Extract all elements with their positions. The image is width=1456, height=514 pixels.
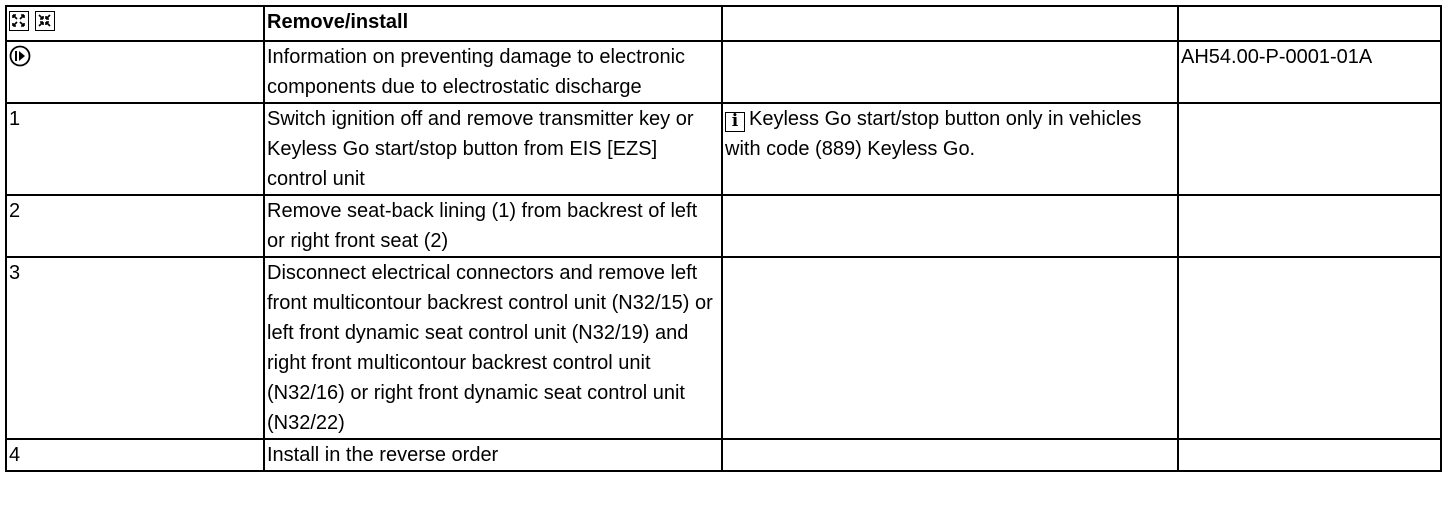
table-row (6, 257, 1441, 439)
table-row (6, 103, 1441, 195)
instruction-cell: Remove seat-back lining (1) from backrest of left or right front seat (2) (264, 195, 722, 257)
table-row (6, 41, 1441, 103)
reference-cell[interactable]: AH54.00-P-0001-01A (1178, 41, 1441, 103)
instruction-cell: Switch ignition off and remove transmitter key or Keyless Go start/stop button from EIS [EZS] control unit (264, 103, 722, 195)
step-cell (6, 41, 264, 103)
note-cell (722, 103, 1178, 195)
table-row (6, 439, 1441, 471)
table-header-row (6, 6, 1441, 41)
header-note-cell (722, 6, 1178, 41)
instruction-cell: Install in the reverse order (264, 439, 722, 471)
reference-cell (1178, 439, 1441, 471)
note-cell (722, 439, 1178, 471)
instruction-cell: Information on preventing damage to electronic components due to electrostatic discharge (264, 41, 722, 103)
collapse-all-icon[interactable] (35, 11, 55, 31)
step-cell: 3 (6, 257, 264, 439)
reference-cell (1178, 195, 1441, 257)
header-title-cell (264, 6, 722, 41)
expand-all-icon[interactable] (9, 11, 29, 31)
header-reference-cell (1178, 6, 1441, 41)
note-text: Keyless Go start/stop button only in vehicles with code (889) Keyless Go. (725, 108, 1142, 160)
reference-cell (1178, 257, 1441, 439)
note-cell (722, 257, 1178, 439)
note-cell (722, 195, 1178, 257)
step-cell: 1 (6, 103, 264, 195)
header-icons-cell (6, 6, 264, 41)
table-row (6, 195, 1441, 257)
section-title: Remove/install (267, 11, 409, 33)
procedure-table (5, 5, 1442, 472)
note-cell (722, 41, 1178, 103)
reference-cell (1178, 103, 1441, 195)
step-cell: 4 (6, 439, 264, 471)
step-cell: 2 (6, 195, 264, 257)
info-icon: i (725, 112, 745, 132)
instruction-cell: Disconnect electrical connectors and remove left front multicontour backrest control unit (N32/15) or left front dynamic seat control unit (N32/19) and right front multicontour backrest control unit (N32/16) or right front dynamic seat control unit (N32/22) (264, 257, 722, 439)
esd-warning-icon (9, 45, 31, 76)
